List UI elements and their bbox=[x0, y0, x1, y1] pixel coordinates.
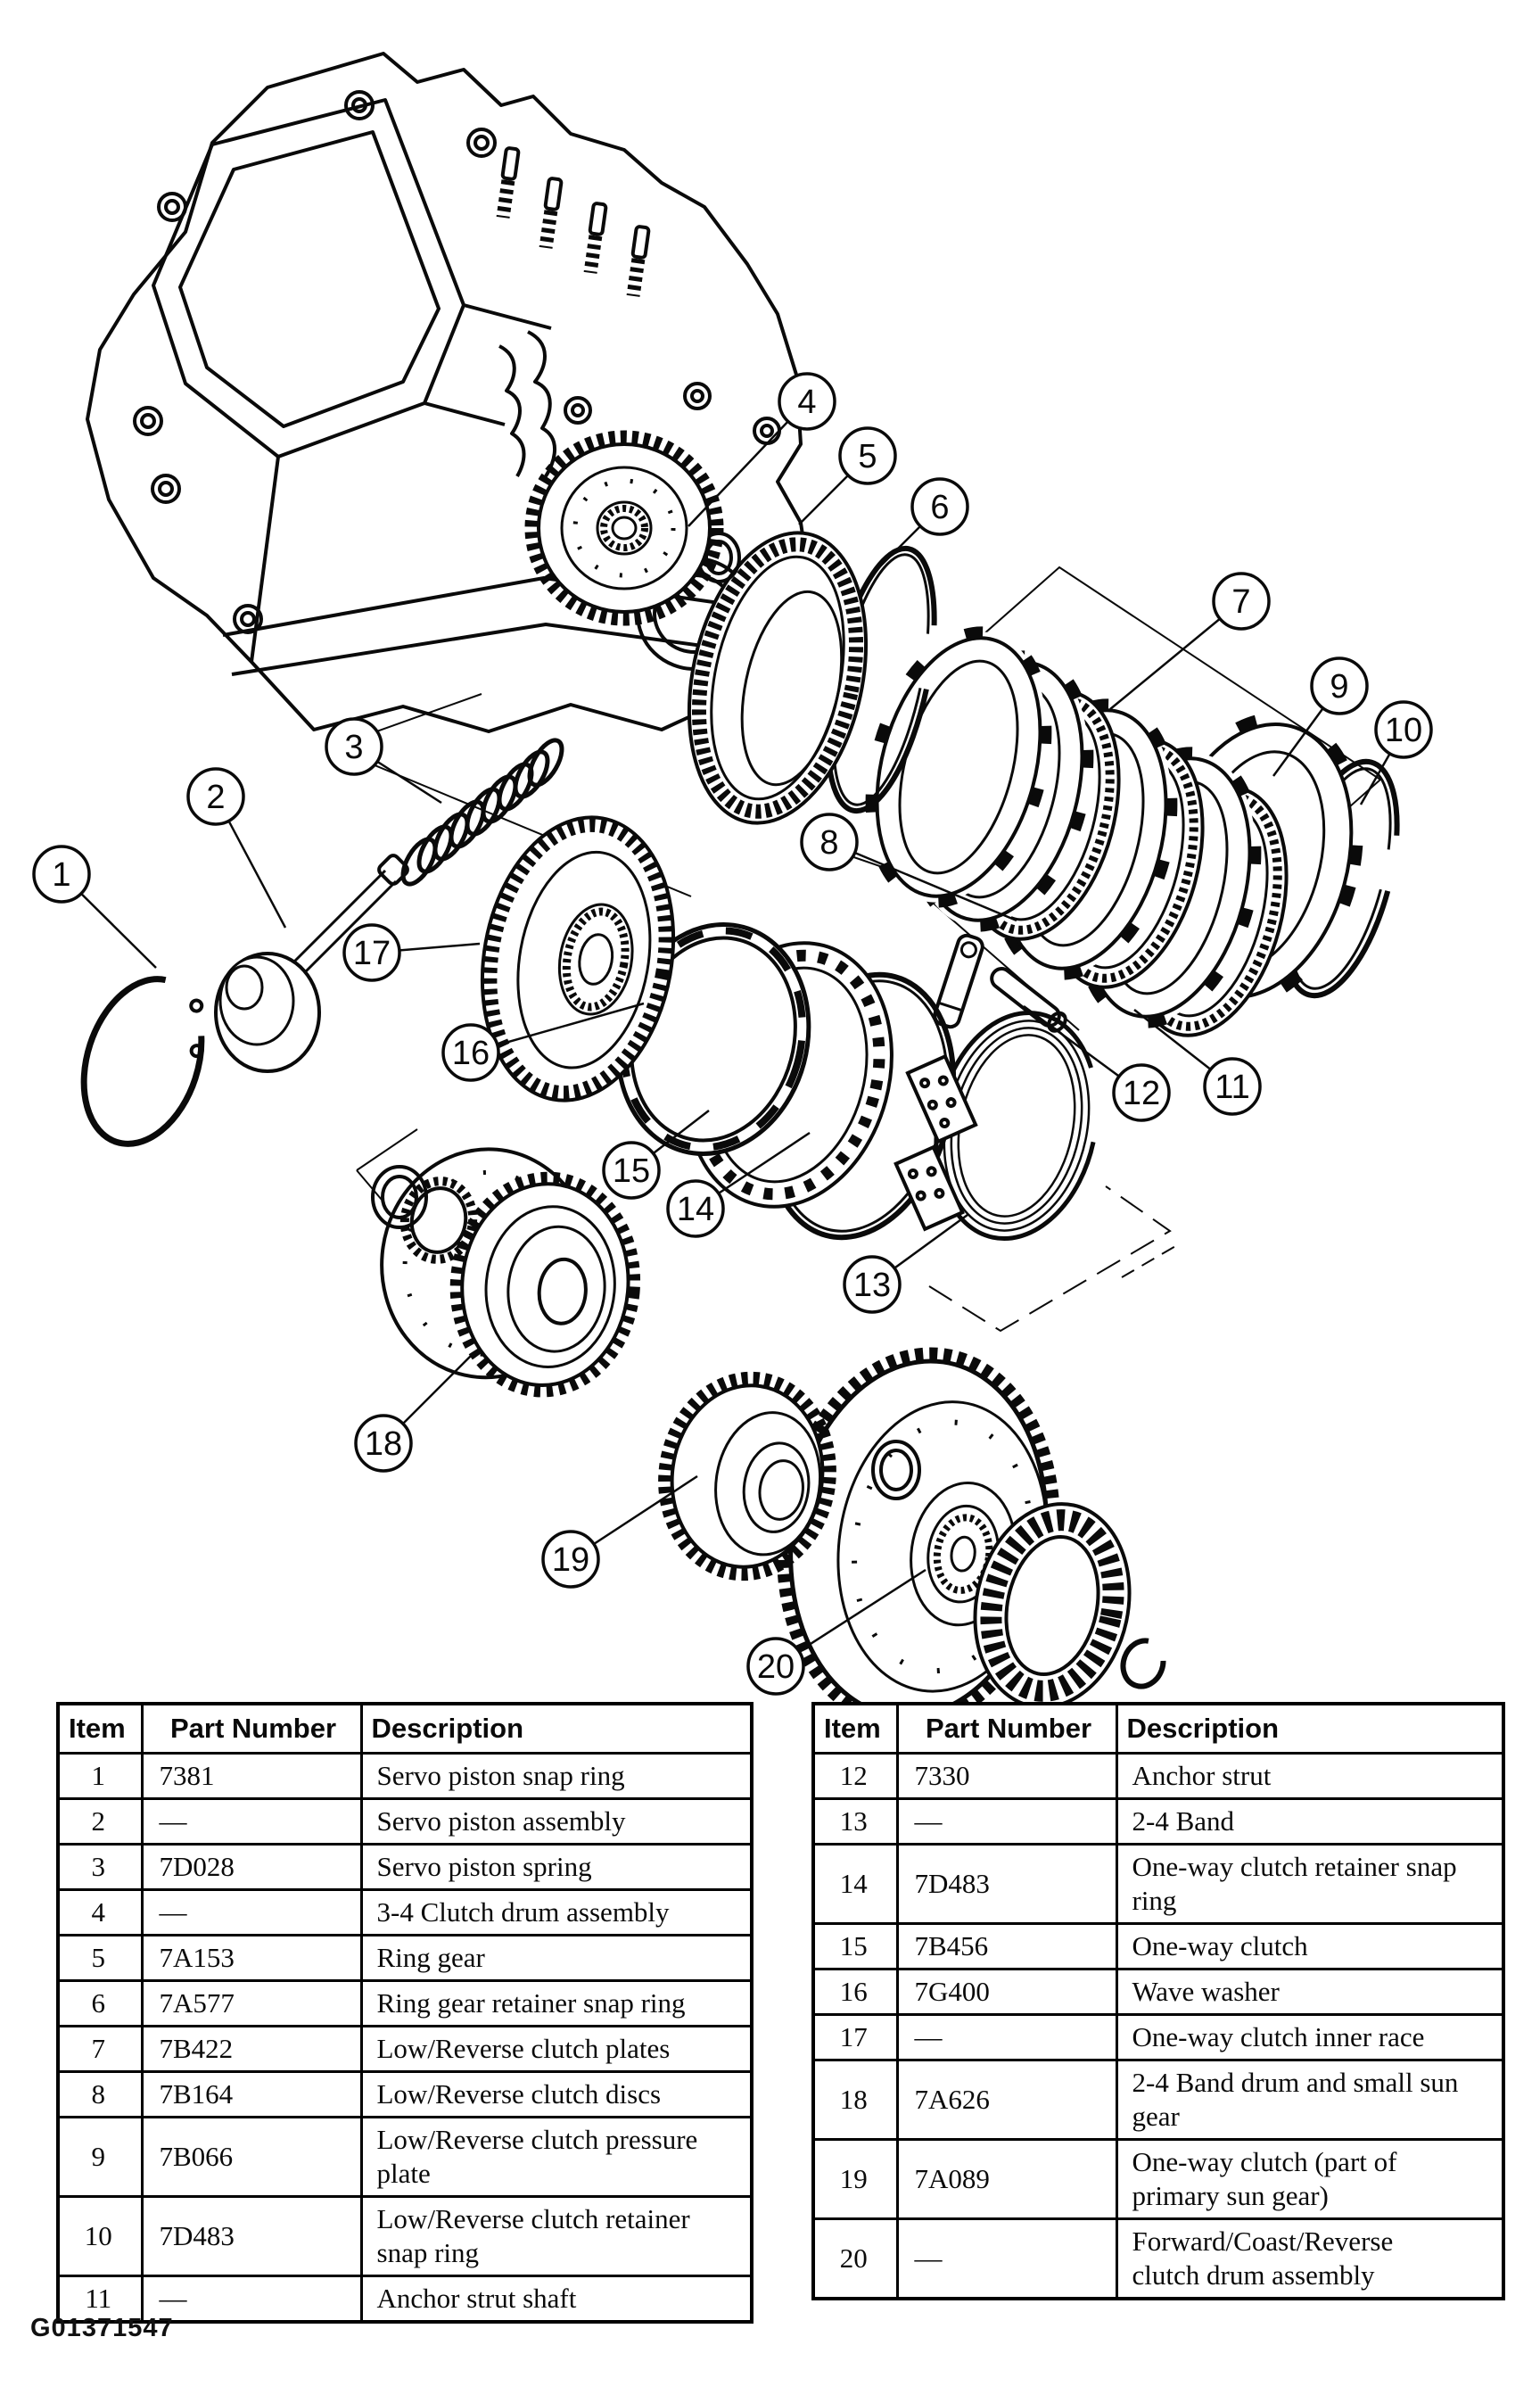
callout-number: 12 bbox=[1122, 1075, 1161, 1112]
callout-7 bbox=[1110, 574, 1269, 709]
figure-code: G01371547 bbox=[30, 2314, 174, 2342]
cell-item: 2 bbox=[58, 1799, 142, 1845]
cell-part-number: — bbox=[897, 2015, 1116, 2060]
table-row bbox=[58, 2027, 752, 2072]
cell-part-number: 7A626 bbox=[897, 2060, 1116, 2140]
cell-part-number: 7381 bbox=[142, 1754, 361, 1799]
anchor-strut-shaft bbox=[988, 965, 1069, 1035]
callout-6 bbox=[879, 479, 968, 567]
cell-part-number: — bbox=[142, 2276, 361, 2323]
drum-seal-ring bbox=[373, 1167, 426, 1227]
table-row bbox=[813, 1924, 1503, 1969]
cell-item: 16 bbox=[813, 1969, 897, 2015]
cell-part-number: — bbox=[142, 1799, 361, 1845]
cell-part-number: 7B164 bbox=[142, 2072, 361, 2118]
cell-description: 3-4 Clutch drum assembly bbox=[361, 1890, 752, 1936]
callout-number: 6 bbox=[930, 489, 950, 526]
col-header-description: Description bbox=[361, 1704, 752, 1754]
cell-description: Ring gear retainer snap ring bbox=[361, 1981, 752, 2027]
cell-description: One-way clutch inner race bbox=[1116, 2015, 1503, 2060]
cell-description: 2-4 Band drum and small sun gear bbox=[1116, 2060, 1503, 2140]
table-row bbox=[58, 2118, 752, 2197]
table-row bbox=[58, 2197, 752, 2276]
cell-item: 11 bbox=[58, 2276, 142, 2323]
cell-description: Servo piston spring bbox=[361, 1845, 752, 1890]
callout-number: 2 bbox=[206, 779, 226, 816]
cell-item: 6 bbox=[58, 1981, 142, 2027]
small-snap-ring bbox=[1116, 1635, 1169, 1692]
table-row bbox=[813, 1754, 1503, 1799]
callout-number: 11 bbox=[1215, 1069, 1250, 1106]
table-row bbox=[58, 1799, 752, 1845]
cell-part-number: 7A577 bbox=[142, 1981, 361, 2027]
callout-number: 20 bbox=[756, 1648, 795, 1686]
col-header-item: Item bbox=[813, 1704, 897, 1754]
table-row bbox=[58, 1981, 752, 2027]
callout-1 bbox=[34, 846, 156, 968]
callout-17 bbox=[344, 925, 480, 980]
cell-part-number: 7G400 bbox=[897, 1969, 1116, 2015]
callout-number: 16 bbox=[451, 1035, 490, 1072]
case-studs bbox=[497, 148, 649, 297]
cell-description: Servo piston snap ring bbox=[361, 1754, 752, 1799]
table-row bbox=[813, 2015, 1503, 2060]
cell-part-number: 7A089 bbox=[897, 2140, 1116, 2219]
col-header-part-number: Part Number bbox=[142, 1704, 361, 1754]
col-header-description: Description bbox=[1116, 1704, 1503, 1754]
cell-item: 20 bbox=[813, 2219, 897, 2300]
cell-part-number: 7B422 bbox=[142, 2027, 361, 2072]
callout-number: 4 bbox=[797, 384, 817, 421]
callout-number: 7 bbox=[1231, 583, 1251, 621]
callout-number: 15 bbox=[612, 1152, 651, 1190]
table-row bbox=[58, 2072, 752, 2118]
cell-part-number: 7D483 bbox=[897, 1845, 1116, 1924]
cell-part-number: 7A153 bbox=[142, 1936, 361, 1981]
cell-description: One-way clutch (part of primary sun gear) bbox=[1116, 2140, 1503, 2219]
cell-item: 13 bbox=[813, 1799, 897, 1845]
parts-table-items-1-11 bbox=[56, 1702, 754, 2324]
cell-item: 8 bbox=[58, 2072, 142, 2118]
table-header-row bbox=[813, 1704, 1503, 1754]
cell-item: 4 bbox=[58, 1890, 142, 1936]
cell-description: Anchor strut bbox=[1116, 1754, 1503, 1799]
servo-snap-ring bbox=[64, 963, 222, 1159]
callout-12 bbox=[1024, 1006, 1169, 1120]
cell-description: 2-4 Band bbox=[1116, 1799, 1503, 1845]
callout-number: 1 bbox=[52, 856, 71, 894]
callout-5 bbox=[799, 428, 895, 524]
cell-part-number: — bbox=[142, 1890, 361, 1936]
callout-18 bbox=[356, 1356, 471, 1471]
cell-description: Ring gear bbox=[361, 1936, 752, 1981]
callout-number: 19 bbox=[551, 1541, 590, 1579]
callout-2 bbox=[188, 769, 285, 928]
callout-13 bbox=[844, 1215, 968, 1312]
callout-number: 17 bbox=[352, 935, 391, 972]
cell-part-number: 7D483 bbox=[142, 2197, 361, 2276]
clutch-drum-3-4 bbox=[531, 437, 717, 619]
cell-item: 17 bbox=[813, 2015, 897, 2060]
cell-description: Low/Reverse clutch retainer snap ring bbox=[361, 2197, 752, 2276]
cell-item: 5 bbox=[58, 1936, 142, 1981]
cell-description: Forward/Coast/Reverse clutch drum assembly bbox=[1116, 2219, 1503, 2300]
callout-10 bbox=[1361, 702, 1431, 805]
cell-part-number: — bbox=[897, 1799, 1116, 1845]
cell-description: One-way clutch bbox=[1116, 1924, 1503, 1969]
table-row bbox=[58, 1936, 752, 1981]
cell-part-number: 7D028 bbox=[142, 1845, 361, 1890]
cell-description: Low/Reverse clutch discs bbox=[361, 2072, 752, 2118]
cell-description: Low/Reverse clutch plates bbox=[361, 2027, 752, 2072]
callout-3 bbox=[326, 719, 441, 803]
callout-number: 9 bbox=[1330, 668, 1349, 706]
cell-item: 1 bbox=[58, 1754, 142, 1799]
cell-description: Anchor strut shaft bbox=[361, 2276, 752, 2323]
table-row bbox=[813, 1799, 1503, 1845]
callout-number: 3 bbox=[344, 729, 364, 766]
cell-description: Wave washer bbox=[1116, 1969, 1503, 2015]
callout-number: 14 bbox=[676, 1191, 715, 1228]
cell-part-number: 7B066 bbox=[142, 2118, 361, 2197]
cell-item: 9 bbox=[58, 2118, 142, 2197]
table-row bbox=[813, 2219, 1503, 2300]
cell-item: 12 bbox=[813, 1754, 897, 1799]
cell-item: 18 bbox=[813, 2060, 897, 2140]
col-header-part-number: Part Number bbox=[897, 1704, 1116, 1754]
cell-description: Low/Reverse clutch pressure plate bbox=[361, 2118, 752, 2197]
table-header-row bbox=[58, 1704, 752, 1754]
table-row bbox=[813, 2140, 1503, 2219]
cell-item: 14 bbox=[813, 1845, 897, 1924]
table-row bbox=[58, 1754, 752, 1799]
cell-description: One-way clutch retainer snap ring bbox=[1116, 1845, 1503, 1924]
table-row bbox=[58, 1890, 752, 1936]
cell-item: 7 bbox=[58, 2027, 142, 2072]
cell-part-number: — bbox=[897, 2219, 1116, 2300]
parts-table-items-12-20 bbox=[811, 1702, 1505, 2300]
callout-number: 5 bbox=[858, 438, 877, 475]
cell-part-number: 7B456 bbox=[897, 1924, 1116, 1969]
cell-item: 10 bbox=[58, 2197, 142, 2276]
callout-number: 10 bbox=[1384, 712, 1423, 749]
col-header-item: Item bbox=[58, 1704, 142, 1754]
cell-item: 3 bbox=[58, 1845, 142, 1890]
table-row bbox=[813, 1969, 1503, 2015]
callout-number: 8 bbox=[819, 824, 839, 862]
table-row bbox=[813, 1845, 1503, 1924]
callout-number: 13 bbox=[852, 1267, 892, 1304]
callout-number: 18 bbox=[364, 1425, 403, 1463]
cell-description: Servo piston assembly bbox=[361, 1799, 752, 1845]
table-row bbox=[813, 2060, 1503, 2140]
cell-item: 19 bbox=[813, 2140, 897, 2219]
table-row bbox=[58, 1845, 752, 1890]
cell-part-number: 7330 bbox=[897, 1754, 1116, 1799]
cell-item: 15 bbox=[813, 1924, 897, 1969]
